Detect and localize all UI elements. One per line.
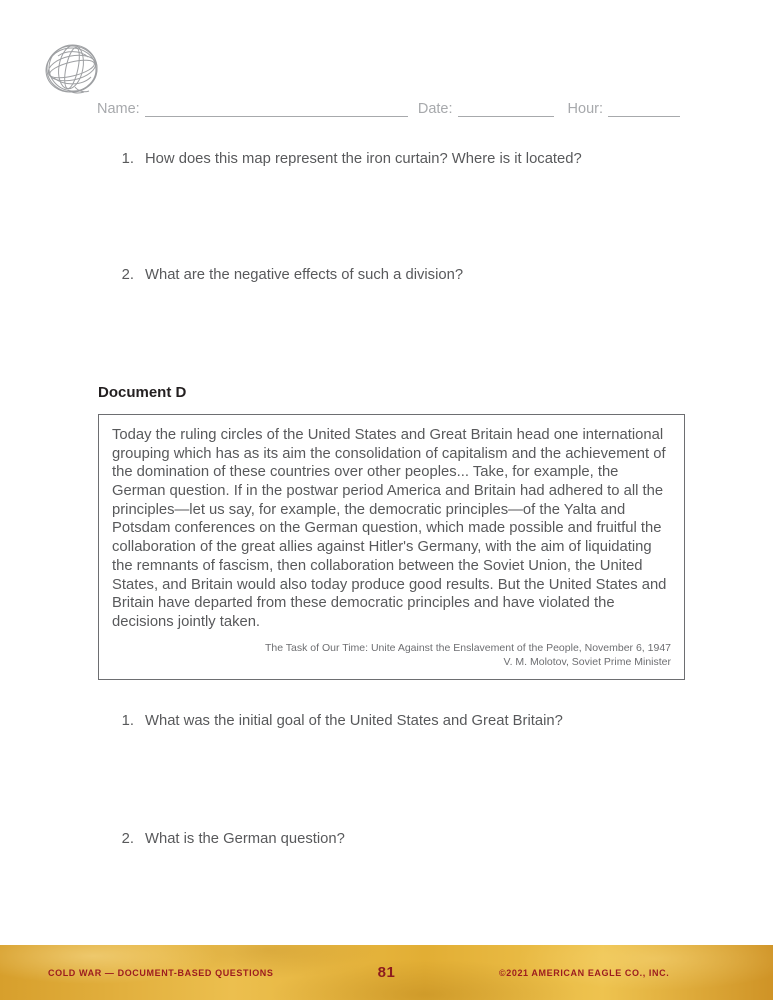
attribution-source: The Task of Our Time: Unite Against the Enslavement of the People, November 6, 1947 <box>264 641 671 654</box>
hour-blank-line <box>608 100 680 117</box>
footer-page-number: 81 <box>377 964 396 981</box>
document-heading: Document D <box>98 383 187 401</box>
question-number: 1. <box>121 713 134 730</box>
document-attribution <box>112 641 671 669</box>
question-text: How does this map represent the iron curtain? Where is it located? <box>145 151 582 167</box>
document-question-2 <box>118 830 658 848</box>
attribution-author: V. M. Molotov, Soviet Prime Minister <box>503 655 671 668</box>
question-text: What are the negative effects of such a division? <box>145 267 464 284</box>
question-number: 1. <box>121 151 134 167</box>
footer-copyright: ©2021 AMERICAN EAGLE CO., INC. <box>499 967 670 978</box>
question-number: 2. <box>121 830 134 847</box>
globe-sketch-logo <box>44 42 102 102</box>
hour-label: Hour: <box>567 101 603 117</box>
question-number: 2. <box>121 267 134 284</box>
page-footer <box>0 945 773 1000</box>
date-blank-line <box>458 100 554 117</box>
footer-series-title: COLD WAR — DOCUMENT-BASED QUESTIONS <box>48 967 274 978</box>
question-text: What is the German question? <box>145 830 345 847</box>
name-label: Name: <box>97 101 140 117</box>
document-body-text: Today the ruling circles of the United States and Great Britain head one international grouping which has as its aim the consolidation of capitalism and the achievement of the domination of these countries over other peoples... Take, for example, the German question. If in the postwar period America and Britain had adhered to all the principles—let us say, for example, the democratic principles—of the Yalta and Potsdam conferences on the German question, which made possible and fruitful the collaboration of the great allies against Hitler's Germany, with the aim of liquidating the remnants of fascism, then collaboration between the Soviet Union, the United States, and Britain would also today produce good results. But the United States and Britain have departed from these democratic principles and have violated the decisions jointly taken. <box>112 426 667 630</box>
map-question-2 <box>118 266 658 284</box>
map-question-1 <box>118 150 658 168</box>
header-fill-in-row <box>97 0 680 117</box>
document-question-1 <box>118 712 658 730</box>
date-label: Date: <box>417 101 453 117</box>
document-quote-box <box>98 414 685 680</box>
question-text: What was the initial goal of the United States and Great Britain? <box>145 713 563 730</box>
name-blank-line <box>145 100 408 117</box>
